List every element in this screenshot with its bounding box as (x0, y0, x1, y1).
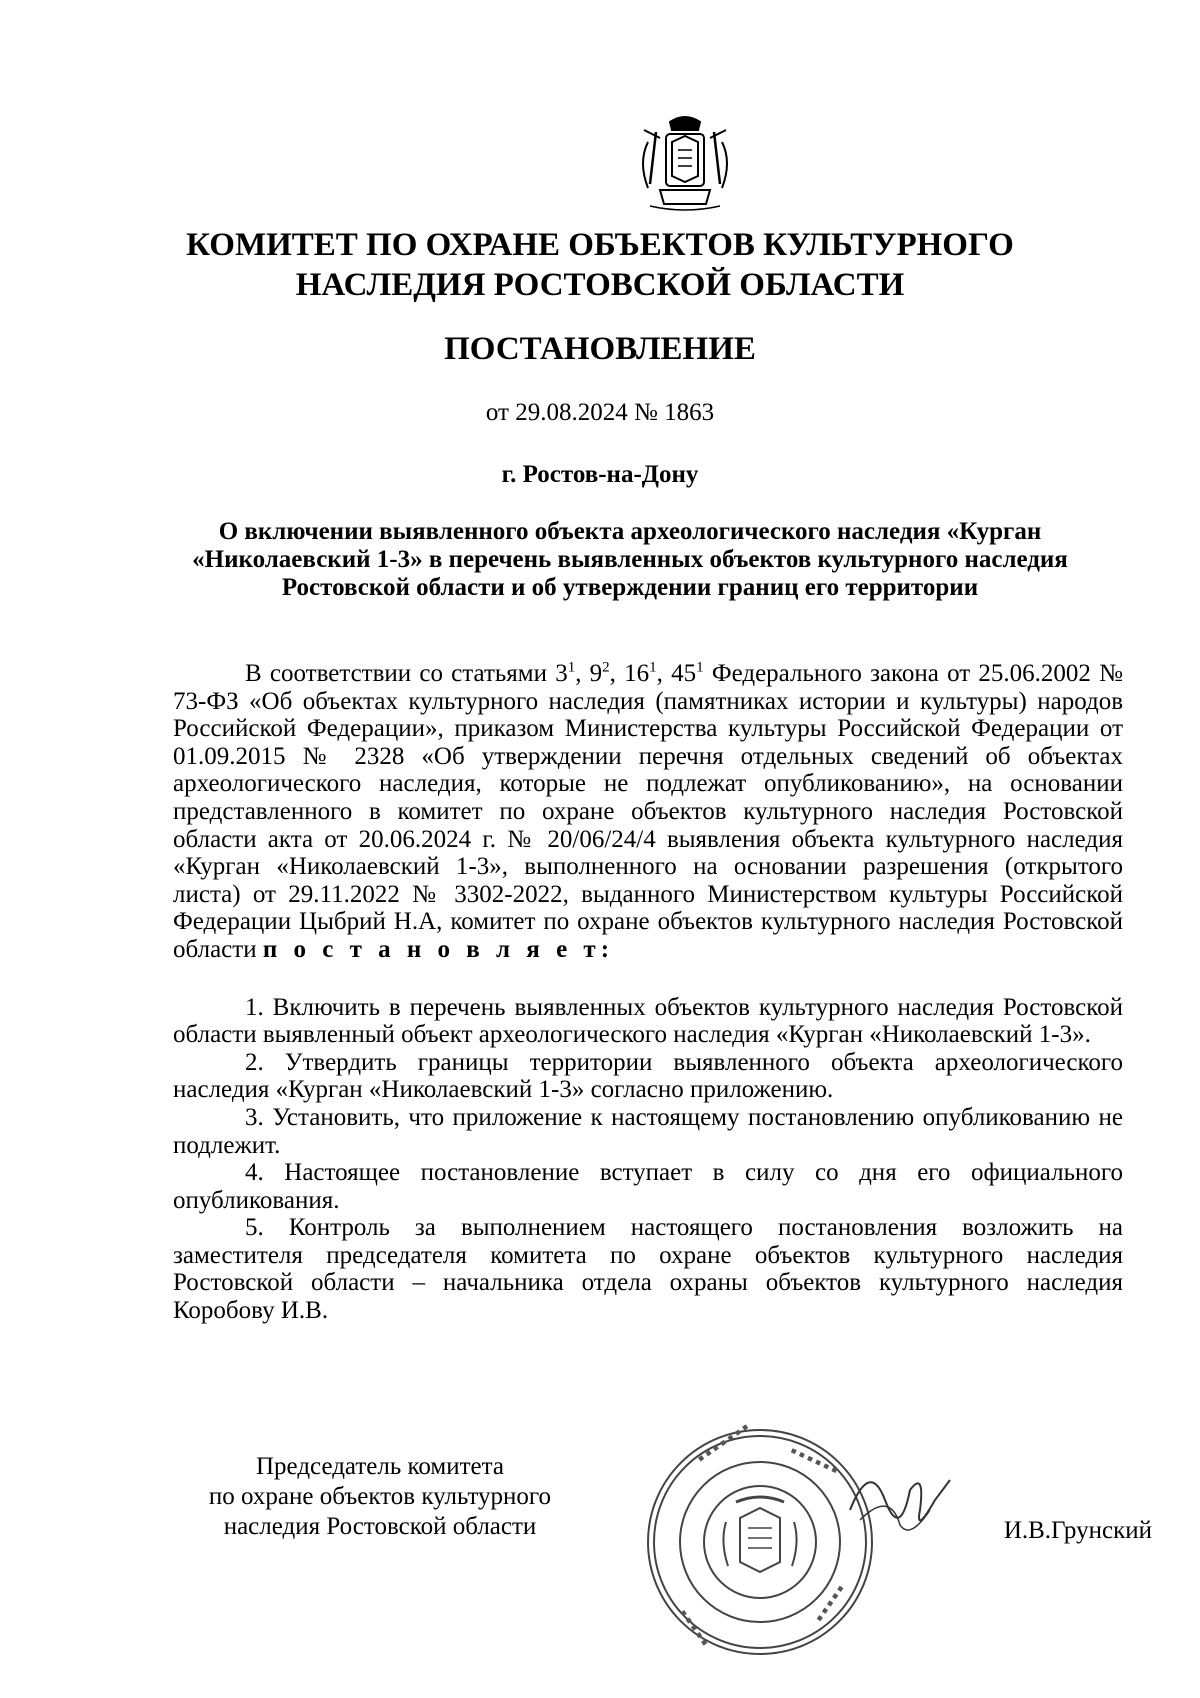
svg-text:▪ ▪ ▪ ▪ ▪ ▪ ▪: ▪ ▪ ▪ ▪ ▪ ▪ ▪ (695, 1422, 751, 1465)
svg-text:▪ ▪ ▪ ▪ ▪ ▪: ▪ ▪ ▪ ▪ ▪ ▪ (788, 1445, 840, 1477)
signatory-name: И.В.Грунский (1003, 1517, 1152, 1544)
signatory-position: Председатель комитета по охране объектов культурного наследия Ростовской области (208, 1453, 552, 1540)
resolves-word: п о с т а н о в л я е т: (262, 935, 615, 963)
organization-name: КОМИТЕТ ПО ОХРАНЕ ОБЪЕКТОВ КУЛЬТУРНОГО НАСЛЕДИЯ РОСТОВСКОЙ ОБЛАСТИ (186, 227, 1014, 303)
document-body (173, 660, 1123, 1325)
list-item: 5. Контроль за выполнением настоящего постановления возложить на заместителя председателя комитета по охране объектов культурного наследия Ростовской области – начальника отдела охраны объектов культурного наследия Коробову И.В. (173, 1214, 1123, 1325)
document-date-number: от 29.08.2024 № 1863 (485, 399, 715, 426)
preamble-paragraph: В соответствии со статьями $3^1$, $9^2$, $16^1$, $45^1$ Федерального закона от 25.06.2002 № 73-ФЗ «Об объектах культурного наследия (памятниках истории и культуры) народов Российской Федерации», приказом Министерства культуры Российской Федерации от 01.09.2015 № 2328 «Об утверждении перечня отдельных сведений об объектах археологического наследия, которые не подлежат опубликованию», на основании представленного в комитет по охране объектов культурного наследия Ростовской области акта от 20.06.2024 г. № 20/06/24/4 выявления объекта культурного наследия «Курган «Николаевский 1-3», выполненного на основании разрешения (открытого листа) от 29.11.2022 № 3302-2022, выданного Министерством культуры Российской Федерации Цыбрий Н.А, комитет по охране объектов культурного наследия Ростовской области п о с т а н о в л я е т: (173, 659, 1123, 963)
list-item: 4. Настоящее постановление вступает в силу со дня его официального опубликования. (173, 1159, 1123, 1214)
document-title: О включении выявленного объекта археологического наследия «Курган «Николаевский 1-3» в перечень выявленных объектов культурного наследия Ростовской области и об утверждении границ его территории (192, 518, 1068, 601)
list-item: 3. Установить, что приложение к настоящему постановлению опубликованию не подлежит. (173, 1103, 1123, 1159)
svg-text:▪ ▪ ▪ ▪ ▪: ▪ ▪ ▪ ▪ ▪ (814, 1583, 847, 1624)
document-city: г. Ростов-на-Дону (501, 461, 699, 488)
handwritten-signature (840, 1440, 960, 1560)
list-item: 2. Утвердить границы территории выявленного объекта археологического наследия «Курган «Николаевский 1-3» согласно приложению. (173, 1048, 1123, 1104)
list-item: 1. Включить в перечень выявленных объектов культурного наследия Ростовской области выявленный объект археологического наследия «Курган «Николаевский 1-3». (173, 993, 1123, 1049)
coat-of-arms-emblem (630, 112, 740, 214)
document-type: ПОСТАНОВЛЕНИЕ (444, 331, 756, 367)
svg-text:▪ ▪ ▪ ▪ ▪: ▪ ▪ ▪ ▪ ▪ (677, 1607, 710, 1649)
